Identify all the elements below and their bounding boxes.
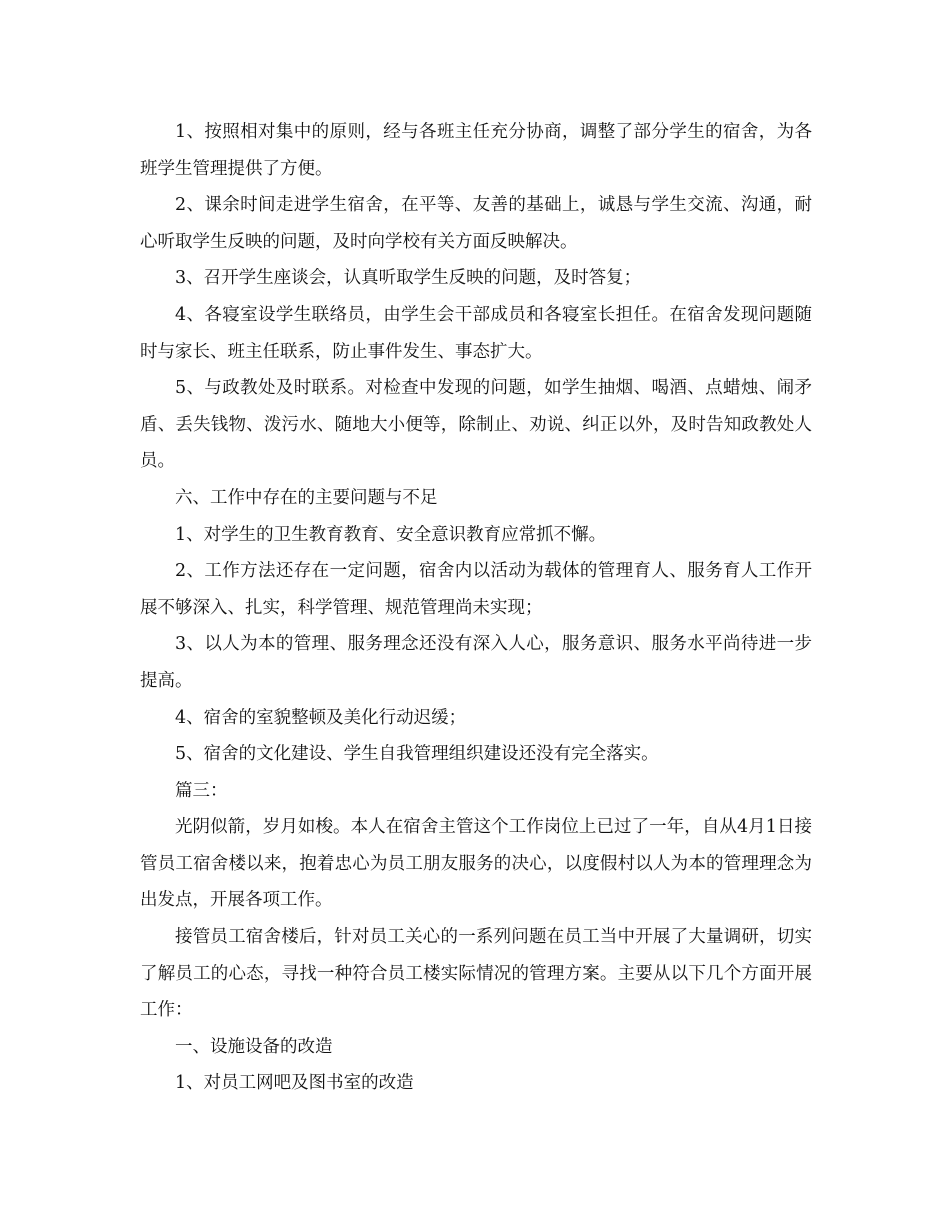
paragraph-problem-4: 4、宿舍的室貌整顿及美化行动迟缓； — [175, 707, 467, 728]
paragraph-intro: 光阴似箭，岁月如梭。本人在宿舍主管这个工作岗位上已过了一年，自从4月1日接管员工宿舍楼以来，抱着忠心为员工朋友服务的决心，以度假村以人为本的管理理念为出发点，开展各项工作。 — [140, 817, 812, 911]
paragraph-visit-dorms: 2、课余时间走进学生宿舍，在平等、友善的基础上，诚恳与学生交流、沟通，耐心听取学生反映的问题，及时向学校有关方面反映解决。 — [140, 195, 812, 252]
paragraph-netcafe-library: 1、对员工网吧及图书室的改造 — [175, 1073, 414, 1094]
section-heading-facilities: 一、设施设备的改造 — [175, 1036, 333, 1057]
paragraph-problem-1: 1、对学生的卫生教育教育、安全意识教育应常抓不懈。 — [175, 524, 607, 545]
paragraph-problem-3: 3、以人为本的管理、服务理念还没有深入人心，服务意识、服务水平尚待进一步提高。 — [140, 634, 812, 691]
section-heading-part-three: 篇三： — [175, 780, 228, 801]
paragraph-student-forum: 3、召开学生座谈会，认真听取学生反映的问题，及时答复； — [175, 268, 642, 289]
document-body — [140, 114, 812, 1102]
paragraph-problem-2: 2、工作方法还存在一定问题，宿舍内以活动为载体的管理育人、服务育人工作开展不够深入、扎实，科学管理、规范管理尚未实现； — [140, 561, 812, 618]
section-heading-problems: 六、工作中存在的主要问题与不足 — [175, 487, 438, 508]
paragraph-political-office: 5、与政教处及时联系。对检查中发现的问题，如学生抽烟、喝酒、点蜡烛、闹矛盾、丢失钱物、泼污水、随地大小便等，除制止、劝说、纠正以外，及时告知政教处人员。 — [140, 378, 812, 472]
paragraph-research: 接管员工宿舍楼后，针对员工关心的一系列问题在员工当中开展了大量调研，切实了解员工的心态，寻找一种符合员工楼实际情况的管理方案。主要从以下几个方面开展工作： — [140, 927, 812, 1021]
paragraph-liaison: 4、各寝室设学生联络员，由学生会干部成员和各寝室长担任。在宿舍发现问题随时与家长、班主任联系，防止事件发生、事态扩大。 — [140, 304, 812, 362]
paragraph-dorm-adjustment: 1、按照相对集中的原则，经与各班主任充分协商，调整了部分学生的宿舍，为各班学生管理提供了方便。 — [140, 122, 812, 179]
paragraph-problem-5: 5、宿舍的文化建设、学生自我管理组织建设还没有完全落实。 — [175, 744, 659, 765]
